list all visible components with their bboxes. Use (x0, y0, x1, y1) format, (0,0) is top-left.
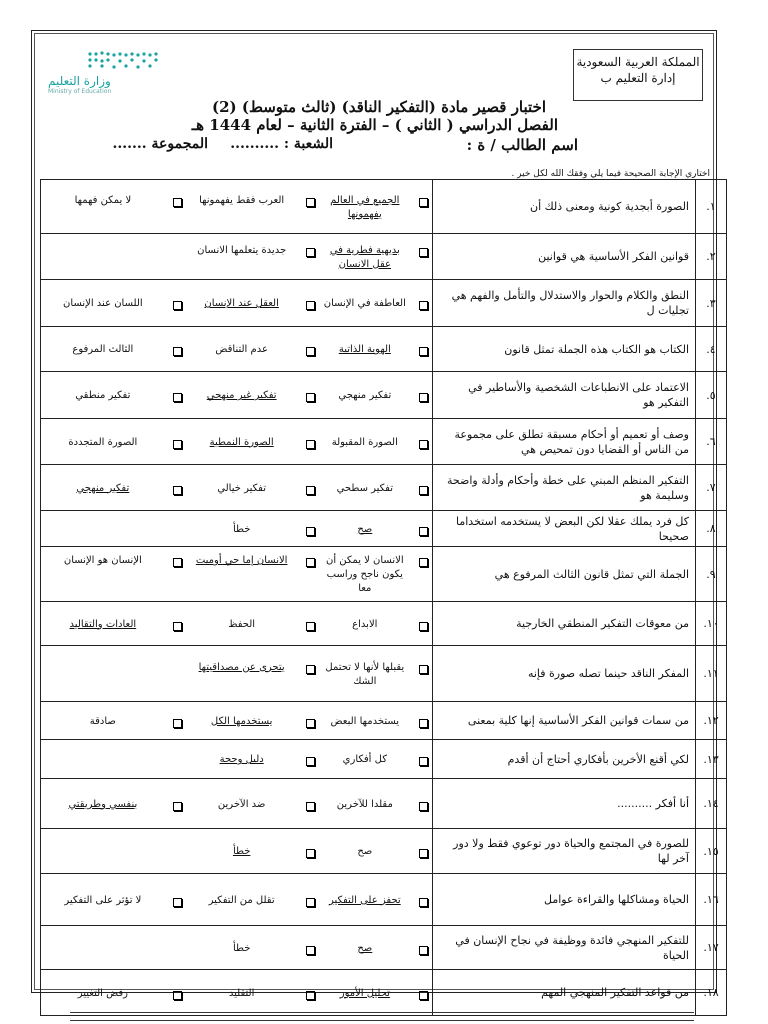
checkbox-icon[interactable] (306, 198, 315, 207)
answer-option-label: العادات والتقاليد (69, 618, 137, 630)
answer-option[interactable] (186, 843, 319, 859)
checkbox-icon[interactable] (419, 849, 428, 858)
answer-option-label: الصورة المتجددة (68, 436, 138, 448)
answer-option[interactable] (186, 796, 319, 812)
question-options (41, 280, 433, 327)
question-row (41, 602, 727, 646)
checkbox-icon[interactable] (173, 440, 182, 449)
answer-option[interactable] (186, 295, 319, 311)
answer-option-label: لا تؤثر على التفكير (64, 894, 142, 906)
question-row (41, 874, 727, 926)
answer-option[interactable] (186, 192, 319, 222)
answer-option[interactable] (186, 659, 319, 689)
answer-option-label: عدم التناقض (215, 344, 268, 355)
instructions: اختاري الإجابة الصحيحة فيما يلي وفقك الله لكل خير . (511, 169, 710, 179)
checkbox-icon[interactable] (306, 393, 315, 402)
footer-line-2 (70, 1020, 694, 1021)
answer-option[interactable] (41, 616, 186, 632)
footer-line-1 (70, 1012, 694, 1013)
question-row (41, 829, 727, 874)
answer-option-label: يستخدمها البعض (330, 715, 400, 727)
question-number: ٣. (696, 280, 727, 327)
checkbox-icon[interactable] (306, 757, 315, 766)
authority-box (573, 49, 703, 101)
question-row (41, 180, 727, 234)
question-options (41, 602, 433, 646)
answer-option-label: كل أفكاري (342, 754, 387, 765)
answer-option-label: تحفز على التفكير (328, 894, 401, 906)
question-stem: للتفكير المنهجي فائدة ووظيفة في نجاح الإنسان في الحياة (433, 926, 696, 970)
question-number: ٤. (696, 327, 727, 372)
question-options (41, 779, 433, 829)
question-row (41, 511, 727, 547)
answer-option[interactable] (319, 616, 432, 632)
question-row (41, 419, 727, 465)
answer-option[interactable] (41, 796, 186, 812)
answer-option[interactable] (186, 940, 319, 956)
answer-option[interactable] (319, 242, 432, 272)
answer-option-label: لا يمكن فهمها (74, 194, 132, 206)
checkbox-icon[interactable] (419, 898, 428, 907)
checkbox-icon[interactable] (173, 898, 182, 907)
answer-option-label: مقلدا للآخرين (336, 798, 393, 810)
question-options (41, 511, 433, 547)
answer-option[interactable] (186, 892, 319, 908)
question-stem: من معوقات التفكير المنطقي الخارجية (433, 602, 696, 646)
answer-option-label: تفكير منهجي (338, 390, 392, 401)
checkbox-icon[interactable] (306, 991, 315, 1000)
answer-option-label: الصورة النمطية (209, 436, 274, 448)
answer-option[interactable] (319, 796, 432, 812)
question-stem: المفكر الناقد حينما تصله صورة فإنه (433, 646, 696, 702)
question-number: ٨. (696, 511, 727, 547)
checkbox-icon[interactable] (306, 248, 315, 257)
question-stem: كل فرد يملك عقلا لكن البعض لا يستخدمه استخداما صحيحا (433, 511, 696, 547)
question-number: ٩. (696, 547, 727, 602)
answer-option-label: ضد الآخرين (217, 798, 266, 810)
question-options (41, 702, 433, 740)
checkbox-icon[interactable] (173, 622, 182, 631)
answer-option[interactable] (41, 552, 186, 596)
answer-option-label: الانسان إما حي أوميت (195, 555, 288, 566)
question-number: ١٨. (696, 970, 727, 1016)
answer-option-label: تفكير غير منهجي (206, 390, 277, 401)
question-options (41, 740, 433, 779)
question-stem: قوانين الفكر الأساسية هي قوانين (433, 234, 696, 280)
checkbox-icon[interactable] (173, 802, 182, 811)
checkbox-icon[interactable] (173, 558, 182, 567)
question-stem: من سمات قوانين الفكر الأساسية إنها كلية بمعنى (433, 702, 696, 740)
question-options (41, 372, 433, 419)
checkbox-icon[interactable] (173, 991, 182, 1000)
answer-option[interactable] (41, 659, 186, 689)
answer-option-label: صح (357, 846, 373, 857)
answer-option-label: تفكير منهجي (76, 482, 130, 494)
answer-option[interactable] (41, 295, 186, 311)
answer-option[interactable] (41, 387, 186, 403)
question-row (41, 327, 727, 372)
answer-option[interactable] (319, 480, 432, 496)
checkbox-icon[interactable] (173, 393, 182, 402)
answer-option-label: خطأ (232, 846, 251, 857)
checkbox-icon[interactable] (306, 347, 315, 356)
answer-option[interactable] (319, 387, 432, 403)
question-number: ٢. (696, 234, 727, 280)
answer-option-label: الابداع (352, 618, 378, 630)
question-options (41, 547, 433, 602)
question-number: ١٠. (696, 602, 727, 646)
answer-option[interactable] (319, 552, 432, 596)
answer-option-label: يتحرى عن مصداقيتها (198, 661, 285, 673)
authority-line-2: إدارة التعليم ب (600, 71, 676, 85)
answer-option-label: الإنسان هو الإنسان (63, 555, 142, 566)
question-row (41, 372, 727, 419)
question-options (41, 874, 433, 926)
question-stem: الصورة أبجدية كونية ومعنى ذلك أن (433, 180, 696, 234)
question-number: ١٢. (696, 702, 727, 740)
checkbox-icon[interactable] (419, 393, 428, 402)
checkbox-icon[interactable] (419, 558, 428, 567)
checkbox-icon[interactable] (306, 527, 315, 536)
answer-option-label: بنفسي وطريقتي (68, 798, 138, 810)
question-row (41, 646, 727, 702)
question-stem: الاعتماد على الانطباعات الشخصية والأساطير في التفكير هو (433, 372, 696, 419)
question-number: ٦. (696, 419, 727, 465)
answer-option[interactable] (186, 552, 319, 596)
checkbox-icon[interactable] (306, 558, 315, 567)
question-options (41, 926, 433, 970)
answer-option-label: بديهية فطرية في عقل الانسان (329, 244, 400, 270)
checkbox-icon[interactable] (419, 347, 428, 356)
question-stem: النطق والكلام والحوار والاستدلال والتأمل والفهم هي تجليات ل (433, 280, 696, 327)
questions-table (40, 179, 727, 1016)
question-stem: الجملة التي تمثل قانون الثالث المرفوع هي (433, 547, 696, 602)
answer-option[interactable] (41, 480, 186, 496)
question-options (41, 327, 433, 372)
question-options (41, 970, 433, 1016)
checkbox-icon[interactable] (306, 849, 315, 858)
student-name-label: اسم الطالب / ة : (466, 136, 578, 154)
question-stem: الكتاب هو الكتاب هذه الجملة تمثل قانون (433, 327, 696, 372)
question-row (41, 970, 727, 1016)
question-number: ٥. (696, 372, 727, 419)
answer-option[interactable] (319, 751, 432, 767)
answer-option[interactable] (186, 616, 319, 632)
answer-option-label: تفكير سطحي (336, 482, 394, 494)
answer-option[interactable] (41, 192, 186, 222)
answer-option[interactable] (186, 387, 319, 403)
checkbox-icon[interactable] (306, 622, 315, 631)
question-row (41, 547, 727, 602)
question-number: ٧. (696, 465, 727, 511)
answer-option-label: صح (357, 523, 373, 535)
answer-option-label: الانسان لا يمكن أن يكون ناجح وراسب معا (325, 555, 404, 594)
answer-option[interactable] (319, 985, 432, 1001)
question-stem: أنا أفكر .......... (433, 779, 696, 829)
answer-option-label: العرب فقط يفهمونها (199, 194, 285, 206)
question-row (41, 234, 727, 280)
answer-option-label: خطأ (232, 523, 251, 535)
answer-option-label: الثالث المرفوع (72, 344, 134, 355)
answer-option[interactable] (41, 985, 186, 1001)
question-number: ١٣. (696, 740, 727, 779)
question-row (41, 926, 727, 970)
question-number: ١. (696, 180, 727, 234)
question-options (41, 234, 433, 280)
question-row (41, 465, 727, 511)
checkbox-icon[interactable] (173, 347, 182, 356)
answer-option[interactable] (41, 892, 186, 908)
answer-option-label: الجميع في العالم يفهمونها (330, 194, 400, 220)
section-label: الشعبة : .......... (230, 136, 333, 152)
question-stem: لكي أقنع الأخرين بأفكاري أحتاج أن أقدم (433, 740, 696, 779)
checkbox-icon[interactable] (419, 486, 428, 495)
question-options (41, 646, 433, 702)
question-number: ١١. (696, 646, 727, 702)
answer-option-label: العقل عند الإنسان (204, 298, 279, 309)
answer-option-label: الحفظ (228, 618, 256, 630)
checkbox-icon[interactable] (419, 946, 428, 955)
exam-title: اختبار قصير مادة (التفكير الناقد) (ثالث متوسط) (2) (212, 98, 546, 116)
checkbox-icon[interactable] (419, 622, 428, 631)
checkbox-icon[interactable] (306, 440, 315, 449)
checkbox-icon[interactable] (419, 440, 428, 449)
answer-option[interactable] (319, 192, 432, 222)
answer-option-label: صح (357, 942, 373, 954)
checkbox-icon[interactable] (419, 198, 428, 207)
checkbox-icon[interactable] (306, 665, 315, 674)
answer-option[interactable] (41, 242, 186, 272)
checkbox-icon[interactable] (419, 527, 428, 536)
question-stem: الحياة ومشاكلها والقراءة عوامل (433, 874, 696, 926)
group-label: المجموعة ....... (112, 136, 208, 152)
answer-option-label: تفكير منطقي (75, 390, 131, 401)
question-options (41, 465, 433, 511)
checkbox-icon[interactable] (419, 757, 428, 766)
checkbox-icon[interactable] (306, 898, 315, 907)
answer-option-label: خطأ (232, 942, 251, 954)
answer-option-label: دليل وحجة (219, 754, 264, 765)
answer-option[interactable] (186, 751, 319, 767)
question-number: ١٦. (696, 874, 727, 926)
question-number: ١٤. (696, 779, 727, 829)
question-stem: من قواعد التفكير المنهجي المهم (433, 970, 696, 1016)
checkbox-icon[interactable] (419, 301, 428, 310)
answer-option[interactable] (41, 434, 186, 450)
question-number: ١٧. (696, 926, 727, 970)
checkbox-icon[interactable] (419, 991, 428, 1000)
checkbox-icon[interactable] (173, 486, 182, 495)
checkbox-icon[interactable] (419, 802, 428, 811)
question-row (41, 280, 727, 327)
answer-option-label: يقبلها لأنها لا تحتمل الشك (325, 661, 405, 687)
answer-option[interactable] (41, 751, 186, 767)
checkbox-icon[interactable] (173, 301, 182, 310)
answer-option-label: تحليل الأمور (339, 987, 390, 999)
checkbox-icon[interactable] (306, 719, 315, 728)
answer-option[interactable] (319, 659, 432, 689)
answer-option-label: رفض التغيير (77, 987, 128, 999)
answer-option[interactable] (319, 521, 432, 537)
answer-option[interactable] (186, 521, 319, 537)
exam-term: الفصل الدراسي ( الثاني ) – الفترة الثانية – لعام 1444 هـ (191, 116, 558, 134)
checkbox-icon[interactable] (419, 665, 428, 674)
question-stem: وصف أو تعميم أو أحكام مسبقة تطلق على مجموعة من الناس أو القضايا دون تمحيص هي (433, 419, 696, 465)
answer-option[interactable] (319, 892, 432, 908)
ministry-logo-text: وزارة التعليم (48, 74, 111, 88)
checkbox-icon[interactable] (306, 301, 315, 310)
question-options (41, 829, 433, 874)
answer-option[interactable] (319, 434, 432, 450)
authority-line-1: المملكة العربية السعودية (576, 55, 700, 69)
answer-option[interactable] (186, 434, 319, 450)
question-row (41, 740, 727, 779)
answer-option[interactable] (319, 713, 432, 729)
answer-option-label: الهوية الذاتية (338, 344, 391, 355)
answer-option[interactable] (319, 843, 432, 859)
answer-option[interactable] (186, 242, 319, 272)
answer-option[interactable] (186, 713, 319, 729)
checkbox-icon[interactable] (173, 198, 182, 207)
question-row (41, 702, 727, 740)
answer-option-label: الصورة المقبولة (331, 436, 398, 448)
question-options (41, 180, 433, 234)
answer-option[interactable] (186, 480, 319, 496)
answer-option[interactable] (319, 940, 432, 956)
question-stem: للصورة في المجتمع والحياة دور توعوي فقط ولا دور آخر لها (433, 829, 696, 874)
answer-option[interactable] (319, 341, 432, 357)
answer-option[interactable] (186, 985, 319, 1001)
answer-option[interactable] (186, 341, 319, 357)
answer-option-label: التقليد (228, 987, 255, 999)
answer-option-label: تقلل من التفكير (208, 894, 275, 906)
answer-option[interactable] (41, 341, 186, 357)
answer-option-label: صادقة (89, 715, 116, 727)
checkbox-icon[interactable] (306, 802, 315, 811)
question-row (41, 779, 727, 829)
checkbox-icon[interactable] (306, 486, 315, 495)
answer-option-label: جديدة يتعلمها الانسان (197, 244, 287, 256)
answer-option-label: اللسان عند الإنسان (63, 298, 143, 309)
answer-option-label: يستخدمها الكل (210, 715, 273, 727)
checkbox-icon[interactable] (419, 248, 428, 257)
question-stem: التفكير المنظم المبني على خطة وأحكام وأدلة واضحة وسليمة هو (433, 465, 696, 511)
answer-option[interactable] (319, 295, 432, 311)
answer-option[interactable] (41, 713, 186, 729)
question-options (41, 419, 433, 465)
checkbox-icon[interactable] (306, 946, 315, 955)
checkbox-icon[interactable] (173, 719, 182, 728)
checkbox-icon[interactable] (419, 719, 428, 728)
ministry-logo-subtitle: Ministry of Education (48, 88, 112, 95)
answer-option-label: تفكير خيالي (217, 482, 267, 494)
answer-option-label: العاطفة في الإنسان (323, 298, 406, 309)
question-number: ١٥. (696, 829, 727, 874)
